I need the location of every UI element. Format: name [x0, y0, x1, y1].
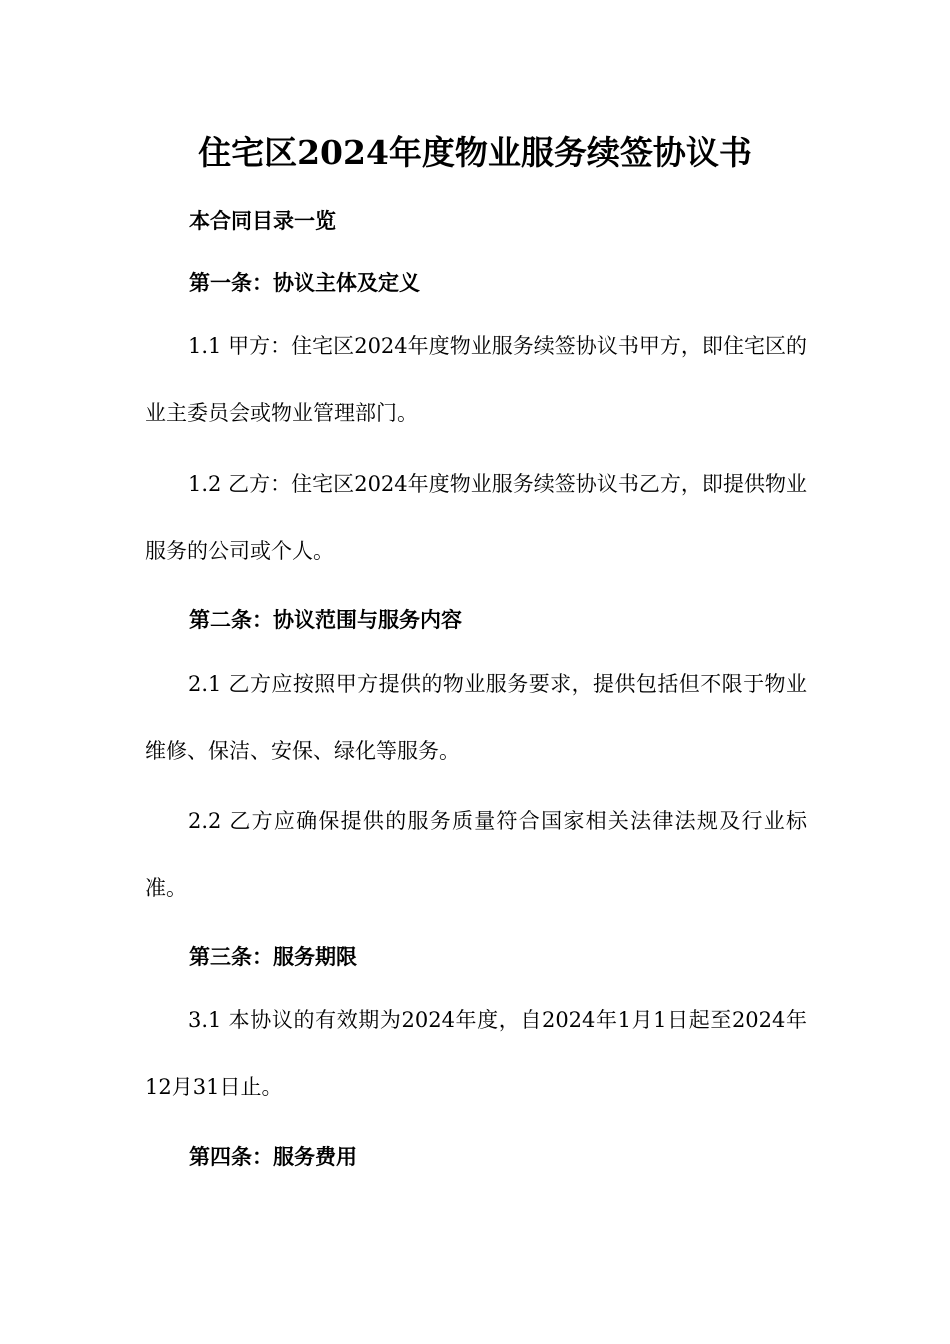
paragraph-1-2: 1.2 乙方：住宅区2024年度物业服务续签协议书乙方，即提供物业服务的公司或个人。: [145, 472, 807, 563]
section-heading-1: 第一条：协议主体及定义: [189, 270, 420, 295]
paragraph-1-1: 1.1 甲方：住宅区2024年度物业服务续签协议书甲方，即住宅区的业主委员会或物业管理部门。: [145, 334, 807, 425]
document-title: 住宅区2024年度物业服务续签协议书: [198, 133, 752, 172]
section-heading-3: 第三条：服务期限: [189, 944, 357, 969]
section-heading-2: 第二条：协议范围与服务内容: [189, 607, 462, 632]
paragraph-2-1: 2.1 乙方应按照甲方提供的物业服务要求，提供包括但不限于物业维修、保洁、安保、绿化等服务。: [145, 672, 807, 763]
section-heading-4: 第四条：服务费用: [189, 1144, 357, 1169]
toc-heading: 本合同目录一览: [189, 208, 336, 233]
paragraph-2-2: 2.2 乙方应确保提供的服务质量符合国家相关法律法规及行业标准。: [145, 809, 807, 900]
paragraph-3-1: 3.1 本协议的有效期为2024年度，自2024年1月1日起至2024年12月31日止。: [145, 1008, 807, 1099]
